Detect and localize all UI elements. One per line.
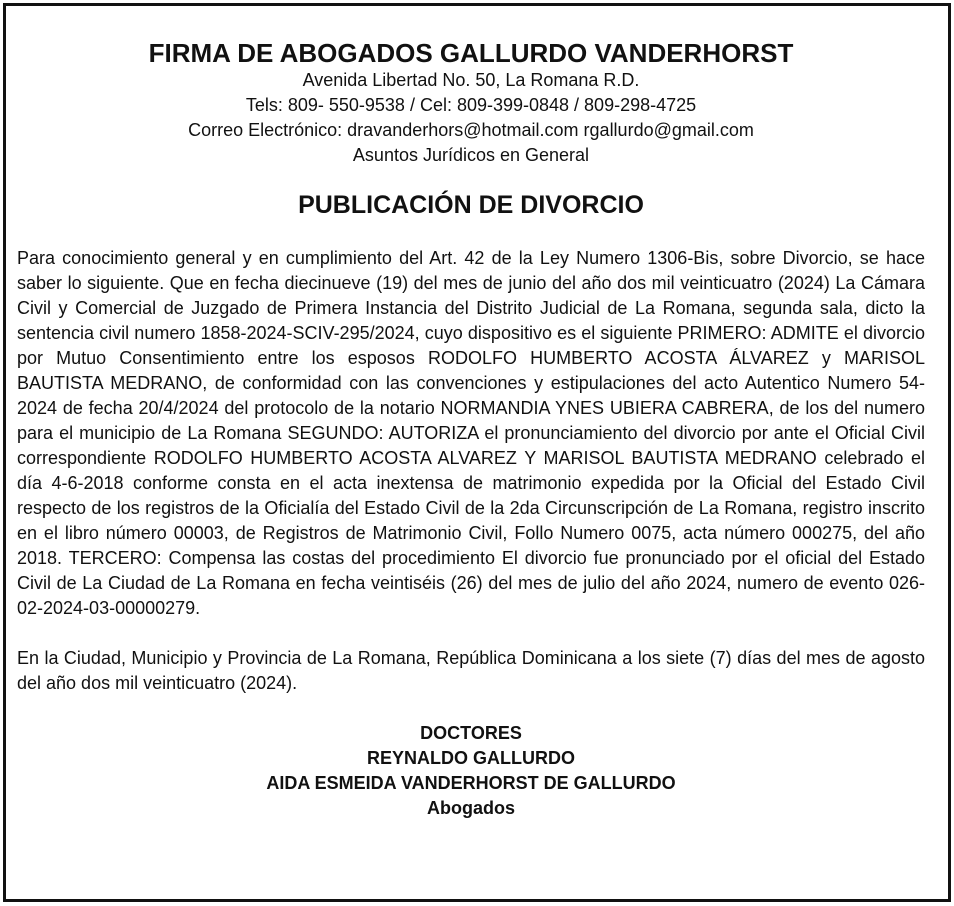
letterhead [17,38,925,168]
firm-address: Avenida Libertad No. 50, La Romana R.D. [302,70,640,90]
firm-practice: Asuntos Jurídicos en General [352,145,590,165]
firm-phones: Tels: 809- 550-9538 / Cel: 809-399-0848 / 809-298-4725 [245,95,697,115]
signatory-name-2: AIDA ESMEIDA VANDERHORST DE GALLURDO [266,773,676,793]
legal-notice [17,38,925,821]
notice-body: Para conocimiento general y en cumplimiento del Art. 42 de la Ley Numero 1306-Bis, sobre Divorcio, se hace saber lo siguiente. Que en fecha diecinueve (19) del mes de junio del año dos mil veinticuatro (2024) La Cámara Civil y Comercial de Juzgado de Primera Instancia del Distrito Judicial de La Romana, segunda sala, dicto la sentencia civil numero 1858-2024-SCIV-295/2024, cuyo dispositivo es el siguiente PRIMERO: ADMITE el divorcio por Mutuo Consentimiento entre los esposos RODOLFO HUMBERTO ACOSTA ÁLVAREZ y MARISOL BAUTISTA MEDRANO, de conformidad con las convenciones y estipulaciones del acto Autentico Numero 54-2024 de fecha 20/4/2024 del protocolo de la notario NORMANDIA YNES UBIERA CABRERA, de los del numero para el municipio de La Romana SEGUNDO: AUTORIZA el pronunciamiento del divorcio por ante el Oficial Civil correspondiente RODOLFO HUMBERTO ACOSTA ALVAREZ Y MARISOL BAUTISTA MEDRANO celebrado el día 4-6-2018 conforme consta en el acta inextensa de matrimonio expedida por la Oficial del Estado Civil respecto de los registros de la Oficialía del Estado Civil de la 2da Circunscripción de La Romana, registro inscrito en el libro número 00003, de Registros de Matrimonio Civil, Follo Numero 0075, acta número 000275, del año 2018. TERCERO: Compensa las costas del procedimiento El divorcio fue pronunciado por el oficial del Estado Civil de La Ciudad de La Romana en fecha veintiséis (26) del mes de julio del año 2024, numero de evento 026-02-2024-03-00000279. [17,248,925,618]
signatory-role: Abogados [427,798,515,818]
signature-heading: DOCTORES [420,723,522,743]
notice-title: PUBLICACIÓN DE DIVORCIO [298,191,644,219]
firm-name: FIRMA DE ABOGADOS GALLURDO VANDERHORST [148,38,794,68]
notice-closing: En la Ciudad, Municipio y Provincia de La Romana, República Dominicana a los siete (7) días del mes de agosto del año dos mil veinticuatro (2024). [17,648,925,693]
firm-email: Correo Electrónico: dravanderhors@hotmail.com rgallurdo@gmail.com [188,120,754,140]
signatory-name-1: REYNALDO GALLURDO [367,748,575,768]
signature-block [17,721,925,821]
